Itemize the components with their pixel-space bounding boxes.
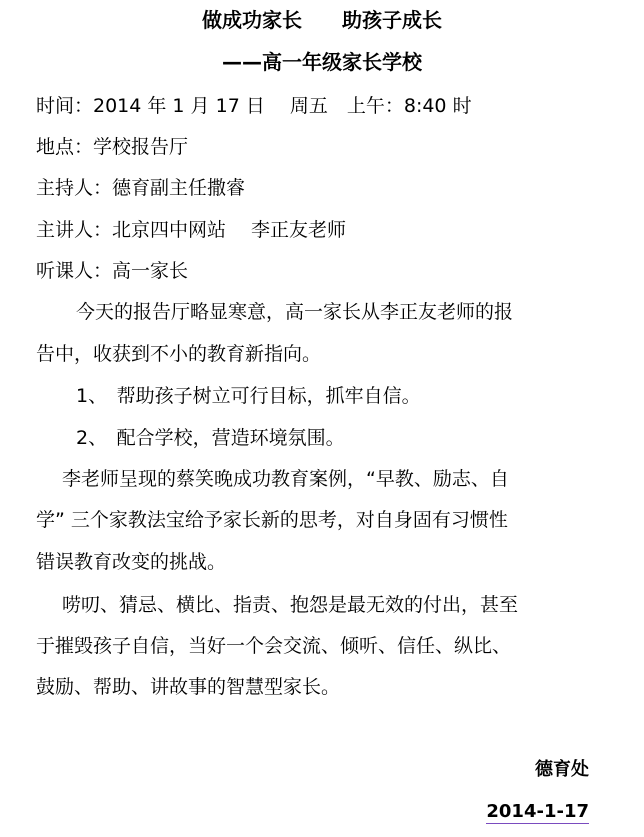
doc-subtitle: ——高一年级家长学校	[222, 50, 422, 74]
paragraph-3-line-1: 唠叨、猜忌、横比、指责、抱怨是最无效的付出，甚至	[62, 594, 519, 616]
info-speaker: 主讲人：北京四中网站 李正友老师	[36, 219, 347, 241]
paragraph-3-line-2: 于摧毁孩子自信，当好一个会交流、倾听、信任、纵比、	[36, 635, 512, 657]
paragraph-2-line-3: 错误教育改变的挑战。	[36, 551, 227, 573]
paragraph-2-line-1: 李老师呈现的蔡笑晚成功教育案例，“早教、励志、自	[62, 468, 509, 490]
list-item-2: 2、 配合学校，营造环境氛围。	[76, 427, 345, 449]
info-host: 主持人：德育副主任撒睿	[36, 177, 246, 199]
info-place: 地点：学校报告厅	[36, 136, 189, 158]
paragraph-1-line-2: 告中，收获到不小的教育新指向。	[36, 343, 322, 365]
paragraph-2-line-2: 学” 三个家教法宝给予家长新的思考，对自身固有习惯性	[36, 509, 508, 531]
list-item-1: 1、 帮助孩子树立可行目标，抓牢自信。	[76, 385, 421, 407]
paragraph-3-line-3: 鼓励、帮助、讲故事的智慧型家长。	[36, 676, 341, 698]
info-time: 时间：2014 年 1 月 17 日 周五 上午：8:40 时	[36, 95, 472, 117]
signature-date	[0, 800, 589, 824]
signature-department: 德育处	[535, 759, 589, 780]
doc-title: 做成功家长 助孩子成长	[202, 8, 442, 32]
paragraph-1-line-1: 今天的报告厅略显寒意，高一家长从李正友老师的报	[76, 301, 514, 323]
info-audience: 听课人：高一家长	[36, 260, 189, 282]
signature-date-text: 2014-1-17	[486, 801, 589, 822]
